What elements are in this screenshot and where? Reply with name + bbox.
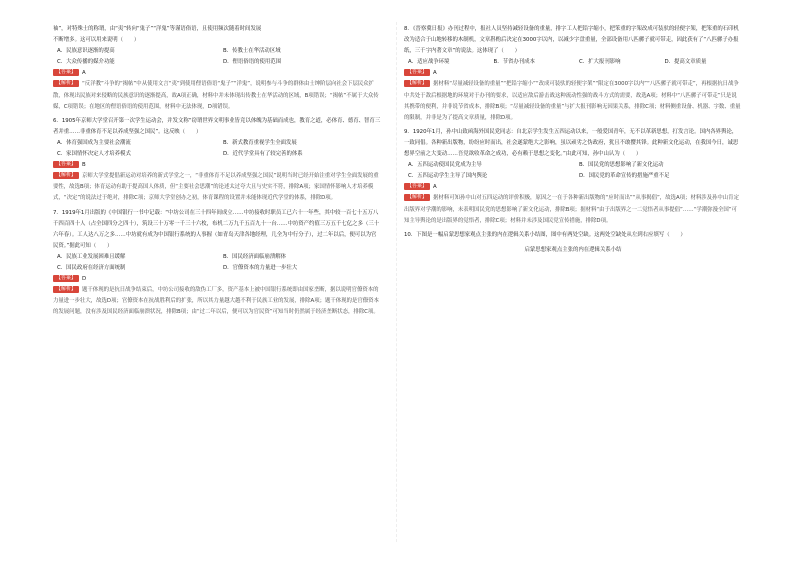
explanation-badge: 【解析】 [404,194,430,201]
option-item: C．国民政府在经济方面统制 [57,264,126,271]
explanation-text: 京师大学堂提倡新运动对培养的新式学堂之一，“非重体育不足以养成坚强之国民”说明当时已经开始注重对学生全面发展的重要性，故选B项；体育运动有助于提高国人体质，但“主要社会思潮”的论述太过夸大且与史实不符，排除A项；家国情怀影响人才培养模式，“决定”的说法过于绝对，排除C项；京师大学堂创办之初，体育课程的设置并未能体现近代学堂的体系，排除D项。 [53,173,379,202]
option-item: D．提高文章质量 [664,59,707,66]
left-column [53,24,381,321]
option-list [53,46,381,68]
answer-line [53,68,381,79]
question-text: 10．下图是一幅启蒙思想家观点主张的内在逻辑关系小结图，图中有两处空缺。这两处空缺处从左到右应填写（ ） [404,231,686,238]
option-list [53,138,381,160]
figure-title: 启蒙思想家观点主张的内在逻辑关系小结 [524,246,622,253]
answer-badge: 【答案】 [53,161,79,168]
option-item: A．民族工业发展困难且缓解 [57,253,126,260]
question-text: 9．1920年1月，孙中山致函海外国民党同志：自北京学生发生五四运动以来，一般爱国青年，无不以革新思想，打发言论。国内各界舆论，一致同倡。各种新出版物，纷纷应时而出，社会遂蒙绝大之影响，虽以顽劣之伪政府，犹且不敢撄其锋。此种新文化运动，在我国今日，诚思想界空前之大变动……吾党欲收革命之成功，必有赖于思想之变化。”由此可知，孙中山认为（ ） [404,128,739,158]
option-item: D．官僚资本的力量进一步壮大 [223,264,298,271]
explanation [53,171,381,204]
explanation-badge: 【解析】 [53,172,79,179]
answer-badge: 【答案】 [53,69,79,76]
explanation-text: 题干体现的是抗日战争结束后，中坊公司接收的敌伪工厂多，资产基本上被中国银行系统即由国家垄断，据以说明官僚资本的力量进一步壮大，故选D项；官僚资本在抗战胜利后的扩张，所以其力量越大越不利于民族工业的发展，排除A项；题干体现的是官僚资本的发展问题，没有涉及国民经济面临崩溃状况，排除B项；由“过二年以后，便可以为官民资”可知当时仍然属于经济垄断状态，排除C项。 [53,287,379,316]
option-item: B．新式教育重视学生全面发展 [223,139,297,146]
option-item: D．俚语俗语的使用范围 [223,59,282,66]
option-item: B．国民经济面临崩溃解体 [223,253,286,260]
right-column [404,24,742,256]
explanation-text: 据材料“尽量减轻设备的重量”“把铅字缩小”“改成可装驮的轻便字架”“限定在3000字以内”“八匹骡子就可带走”，再根据抗日战争中共处于敌后根据地的环境对于办刊的要求，以适应敌后游击战这种流动性强的战斗方式的需要，故选A项；材料中“八匹骡子可带走”只是说其携带的便利，并非说节省成本，排除B项；“尽量减轻设备的重量”与扩大报刊影响无因果关系，排除C项；材料侧重设备、机器、字数、重量的限制，并非是为了提高文章质量，排除D项。 [404,81,741,121]
question-text: 8．《晋察冀日报》办刊过程中，报社人员坚持减轻设备的重量，排字工人把铅字缩小，把笨重的字架改成可装驮的轻便字架，把笨重的石印机改为适合于山地转移的木制机，文章斟酌后决定在3000字以内，以减少字盘重量，全部设备用八匹骡子就可带走，因此获有了“八匹骡子办报纸，三千字内著文章”的说法。这体现了（ ） [404,26,739,55]
explanation-badge: 【解析】 [404,80,430,87]
explanation-text: 据材料可知孙中山对五四运动的评价积极，原因之一在于各种新出版物的“应时而出”“从事揭倡”，故选A项；材料涉及孙中山肯定出版界对学潮的影响，未表明国民党的思想影响了新文化运动，排除B项；据材料“由于出版界之一二觉悟者从事提倡”……“学潮弥漫全国”可知主导舆论的是出版界的觉悟者，排除C项；材料并未涉及国民党宣传措施，排除D项。 [404,195,739,224]
option-item: D．国民党的革命宣传的措施严重不足 [579,173,670,180]
option-item: B．传教士在华活动区域 [223,48,281,55]
option-item: A．适应战争环境 [408,59,450,66]
explanation-badge: 【解析】 [53,80,79,87]
answer-line [404,68,742,79]
option-item: C．扩大报刊影响 [579,59,621,66]
explanation [404,79,742,123]
option-item: D．近代学堂具有了较完善的体系 [223,151,303,158]
explanation [53,79,381,112]
answer-badge: 【答案】 [404,183,430,190]
question-text: 7．1919年1月出版的《中国银行一书中记载：“中坊公司在三十四年间成立……中坊接收时职员工已六十一年些，其中较一百七十五万八千四百四十人（占全国四分之四十），筑设三十万零一千三十六枚，布机二万九千五百九十一台……中坊资产约值三万五千七亿之多（三十六年春）。工人达八万之多……中坊就有成为中国银行系统的人事握（如青岛天津各地经理，几全为中行分子），过二年以后，便可以为官民资。”据此可知（ ） [53,209,380,249]
answer-value: A [433,184,437,191]
answer-value: A [433,70,437,77]
option-list [404,160,742,182]
spacer [53,318,381,321]
answer-badge: 【答案】 [53,275,79,282]
answer-value: B [82,162,86,169]
answer-badge: 【答案】 [404,69,430,76]
answer-value: D [82,276,87,283]
explanation [404,193,742,226]
option-list [53,252,381,274]
option-item: B．节省办刊成本 [493,59,535,66]
explanation-badge: 【解析】 [53,286,79,293]
option-item: A．体育强国成为主要社会潮流 [57,139,131,146]
option-item: C．五四运动学生主导了国内舆论 [408,173,488,180]
option-item: A．五四运动使国民党成为主导 [408,162,482,169]
option-item: B．国民党的思想影响了新文化运动 [579,162,664,169]
question-text: 袖”，对特殊士的称谓，由“夷”转向“鬼子”“洋鬼”等谨语俗语，且使用频次随着时间发展 [53,26,262,32]
option-item: A．民族意识逐渐的提高 [57,48,115,55]
explanation [53,285,381,318]
answer-line [53,274,381,285]
option-list [404,57,742,68]
column-divider [396,22,397,542]
answer-line [53,160,381,171]
question-text: 6．1905年京师大学堂召开第一次学生运动会，并发文称“窃谓世界文明事业皆竞以体魄为基础而成也，教育之道，必体育、德育、智育三者并重……非重体育不足以养成坚强之国民”。这反映（ ） [53,117,381,135]
option-item: C．家国情怀决定人才培养模式 [57,151,131,158]
option-item: C．大众传播的媒介功能 [57,59,115,66]
explanation-text: “反洋教”斗争的“揭帖”中从使用文言“夷”到使用俚语俗语“鬼子”“洋鬼”，说明参与斗争的群体由士绅阶层向社会下层民众扩散，体现出民族对来侵略的民族意识的逐渐提高，故A项正确，材料中并未体现出传教士在华活动的区域，B项错误；“揭帖”不属于大众传媒，C项错误；在地区的俚语俗语的使用范围，材料中无法体现，D项错误。 [53,81,379,110]
question-text: 不断增多。这可以用来说明（ ） [53,37,140,44]
answer-line [404,182,742,193]
answer-value: A [82,70,86,77]
